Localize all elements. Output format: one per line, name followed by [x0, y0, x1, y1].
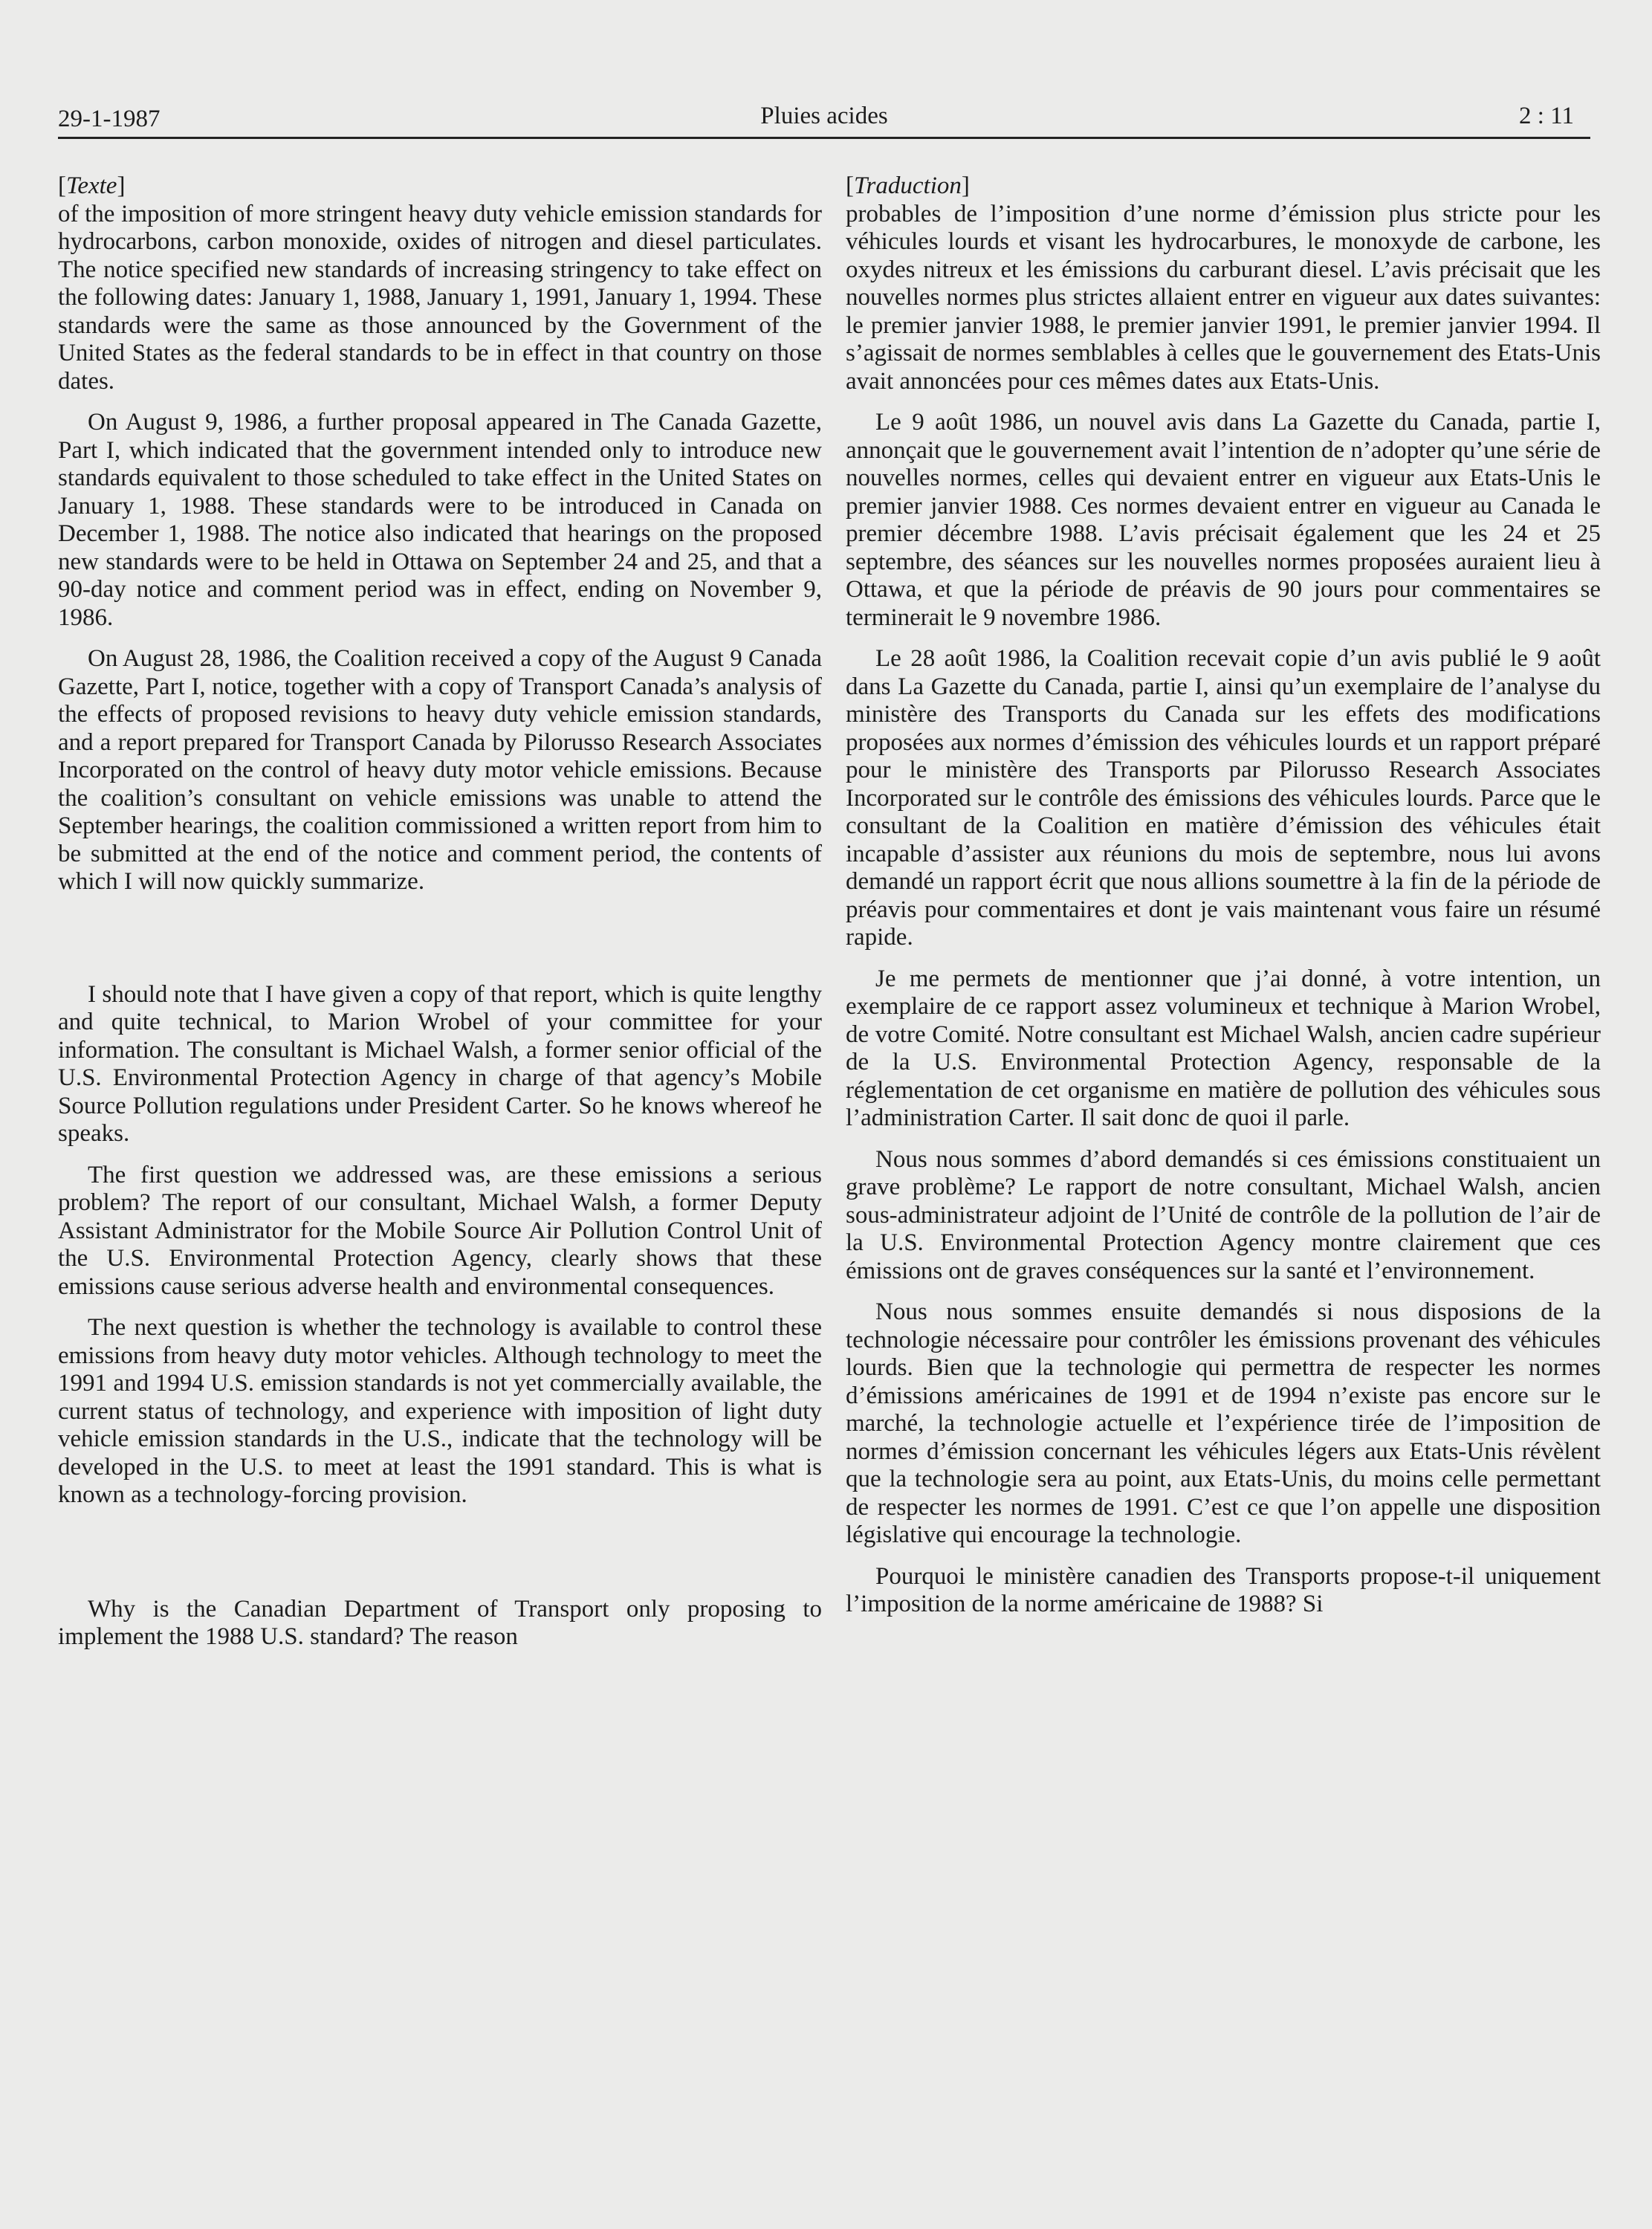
- french-paragraph-1: probables de l’imposition d’une norme d’émission plus stricte pour les véhicules lourds et visant les hydrocarbures, le monoxyde de carbone, les oxydes nitreux et les émissions du carburant diesel. L’avis précisait que les nouvelles normes plus strictes allaient entrer en vigueur aux dates suivantes: le premier janvier 1988, le premier janvier 1991, le premier janvier 1994. Il s’agissait de normes semblables à celles que le gouvernement des Etats-Unis avait annoncées pour ces mêmes dates aux Etats-Unis.: [846, 200, 1601, 395]
- english-label: [Texte]: [58, 172, 126, 199]
- english-column: [58, 172, 822, 1651]
- english-paragraph-4: I should note that I have given a copy of that report, which is quite lengthy and quite technical, to Marion Wrobel of your committee for your information. The consultant is Michael Walsh, a former senior official of the U.S. Environmental Protection Agency in charge of that agency’s Mobile Source Pollution regulations under President Carter. So he knows whereof he speaks.: [58, 980, 822, 1147]
- header-page-number: 2 : 11: [1519, 103, 1574, 129]
- french-paragraph-2: Le 9 août 1986, un nouvel avis dans La Gazette du Canada, partie I, annonçait que le gouvernement avait l’intention de n’adopter qu’une série de nouvelles normes, celles qui devaient entrer en vigueur aux Etats-Unis le premier janvier 1988. Ces normes devaient entrer en vigueur au Canada le premier décembre 1988. L’avis précisait également que les 24 et 25 septembre, des séances sur les nouvelles normes proposées auraient lieu à Ottawa, et que la période de préavis de 90 jours pour commentaires se terminerait le 9 novembre 1986.: [846, 409, 1601, 631]
- french-paragraph-3: Le 28 août 1986, la Coalition recevait copie d’un avis publié le 9 août dans La Gazette du Canada, partie I, ainsi qu’un exemplaire de l’analyse du ministère des Transports du Canada sur les effets des modifications proposées aux normes d’émission des véhicules lourds et un rapport préparé pour le ministère des Transports par Pilorusso Research Associates Incorporated sur le contrôle des émissions des véhicules lourds. Parce que le consultant de la Coalition en matière d’émission des véhicules était incapable d’assister aux réunions du mois de septembre, nous lui avons demandé un rapport écrit que nous allions soumettre à la fin de la période de préavis pour commentaires et dont je vais maintenant vous faire un résumé rapide.: [846, 645, 1601, 951]
- french-paragraph-7: Pourquoi le ministère canadien des Transports propose-t-il uniquement l’imposition de la norme américaine de 1988? Si: [846, 1562, 1601, 1617]
- french-paragraph-5: Nous nous sommes d’abord demandés si ces émissions constituaient un grave problème? Le rapport de notre consultant, Michael Walsh, ancien sous-administrateur adjoint de l’Unité de contrôle de la pollution de l’air de la U.S. Environmental Protection Agency montre clairement que ces émissions ont de graves conséquences sur la santé et l’environnement.: [846, 1145, 1601, 1284]
- english-paragraph-7: Why is the Canadian Department of Transport only proposing to implement the 1988 U.S. standard? The reason: [58, 1595, 822, 1650]
- english-paragraph-6: The next question is whether the technology is available to control these emissions from heavy duty motor vehicles. Although technology to meet the 1991 and 1994 U.S. emission standards is not yet commercially available, the current status of technology, and experience with imposition of light duty vehicle emission standards in the U.S., indicate that the technology will be developed in the U.S. to meet at least the 1991 standard. This is what is known as a technology-forcing provision.: [58, 1314, 822, 1508]
- french-label: [Traduction]: [846, 172, 970, 199]
- page-header: [58, 103, 1590, 139]
- french-paragraph-4: Je me permets de mentionner que j’ai donné, à votre intention, un exemplaire de ce rapport assez volumineux et technique à Marion Wrobel, de votre Comité. Notre consultant est Michael Walsh, ancien cadre supérieur de la U.S. Environmental Protection Agency, responsable de la réglementation de cet organisme en matière de pollution des véhicules sous l’administration Carter. Il sait donc de quoi il parle.: [846, 965, 1601, 1131]
- header-title: Pluies acides: [760, 103, 888, 129]
- english-paragraph-3: On August 28, 1986, the Coalition received a copy of the August 9 Canada Gazette, Part I, notice, together with a copy of Transport Canada’s analysis of the effects of proposed revisions to heavy duty vehicle emission standards, and a report prepared for Transport Canada by Pilorusso Research Associates Incorporated on the control of heavy duty motor vehicle emissions. Because the coalition’s consultant on vehicle emissions was unable to attend the September hearings, the coalition commissioned a written report from him to be submitted at the end of the notice and comment period, the contents of which I will now quickly summarize.: [58, 645, 822, 895]
- french-paragraph-6: Nous nous sommes ensuite demandés si nous disposions de la technologie nécessaire pour contrôler les émissions provenant des véhicules lourds. Bien que la technologie qui permettra de respecter les normes d’émissions américaines de 1991 et de 1994 n’existe pas encore sur le marché, la technologie actuelle et l’expérience tirée de l’imposition de normes d’émission concernant les véhicules légers aux Etats-Unis révèlent que la technologie sera au point, aux Etats-Unis, du moins celle permettant de respecter les normes de 1991. C’est ce que l’on appelle une disposition législative qui encourage la technologie.: [846, 1298, 1601, 1548]
- english-paragraph-5: The first question we addressed was, are these emissions a serious problem? The report of our consultant, Michael Walsh, a former Deputy Assistant Administrator for the Mobile Source Air Pollution Control Unit of the U.S. Environmental Protection Agency, clearly shows that these emissions cause serious adverse health and environmental consequences.: [58, 1161, 822, 1300]
- french-column: [846, 172, 1601, 1619]
- english-paragraph-1: of the imposition of more stringent heavy duty vehicle emission standards for hydrocarbons, carbon monoxide, oxides of nitrogen and diesel particulates. The notice specified new standards of increasing stringency to take effect on the following dates: January 1, 1988, January 1, 1991, January 1, 1994. These standards were the same as those announced by the Government of the United States as the federal standards to be in effect in that country on those dates.: [58, 200, 822, 395]
- header-date: 29-1-1987: [58, 106, 161, 132]
- english-paragraph-2: On August 9, 1986, a further proposal appeared in The Canada Gazette, Part I, which indicated that the government intended only to introduce new standards equivalent to those scheduled to take effect in the United States on January 1, 1988. These standards were to be introduced in Canada on December 1, 1988. The notice also indicated that hearings on the proposed new standards were to be held in Ottawa on September 24 and 25, and that a 90-day notice and comment period was in effect, ending on November 9, 1986.: [58, 409, 822, 631]
